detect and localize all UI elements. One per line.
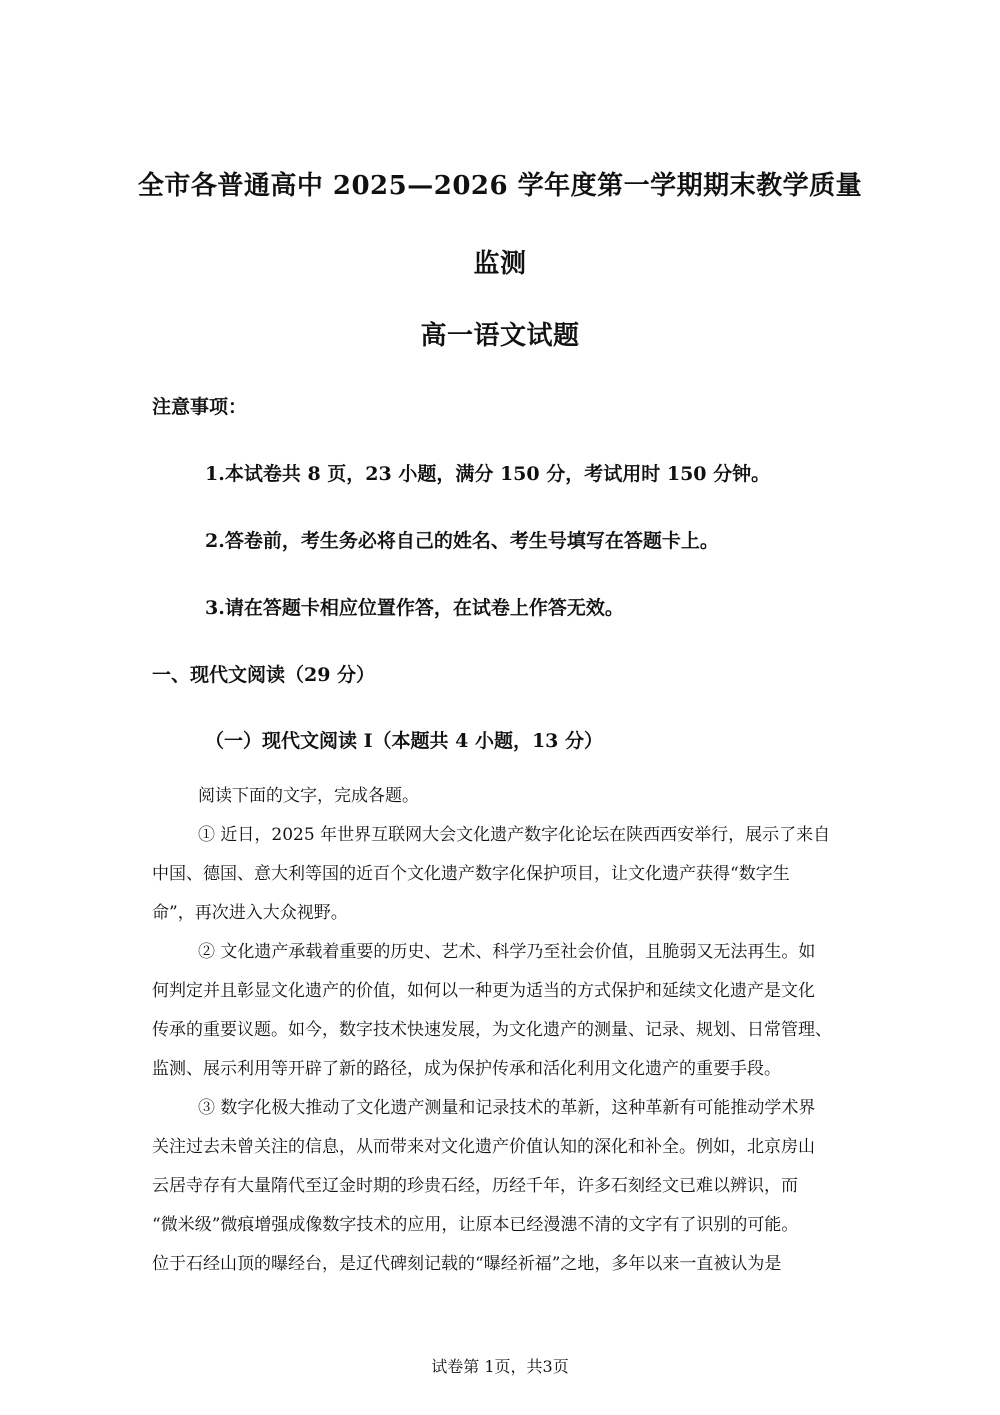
- paragraph-3-line-1: ③ 数字化极大推动了文化遗产测量和记录技术的革新，这种革新有可能推动学术界: [198, 1098, 816, 1118]
- paragraph-2-line-3: 传承的重要议题。如今，数字技术快速发展，为文化遗产的测量、记录、规划、日常管理、: [152, 1020, 832, 1040]
- paragraph-3-line-4: “微米级”微痕增强成像数字技术的应用，让原本已经漫漶不清的文字有了识别的可能。: [152, 1215, 799, 1235]
- page-footer: 试卷第 1页，共3页: [431, 1357, 569, 1376]
- paragraph-1-line-3: 命”，再次进入大众视野。: [152, 903, 348, 923]
- paragraph-1-line-2: 中国、德国、意大利等国的近百个文化遗产数字化保护项目，让文化遗产获得“数字生: [152, 864, 790, 884]
- notice-item-2: 2.答卷前，考生务必将自己的姓名、考生号填写在答题卡上。: [205, 530, 719, 552]
- paragraph-2-line-2: 何判定并且彰显文化遗产的价值，如何以一种更为适当的方式保护和延续文化遗产是文化: [152, 981, 815, 1001]
- section-heading: 一、现代文阅读（29 分）: [152, 664, 376, 686]
- subsection-heading: （一）现代文阅读 I（本题共 4 小题，13 分）: [205, 730, 604, 752]
- reading-instruction: 阅读下面的文字，完成各题。: [198, 786, 419, 806]
- exam-title-line1: 全市各普通高中 2025—2026 学年度第一学期期末教学质量: [137, 171, 863, 201]
- paragraph-3-line-3: 云居寺存有大量隋代至辽金时期的珍贵石经，历经千年，许多石刻经文已难以辨识，而: [152, 1176, 798, 1196]
- notice-item-3: 3.请在答题卡相应位置作答，在试卷上作答无效。: [205, 597, 624, 619]
- paragraph-3-line-5: 位于石经山顶的曝经台，是辽代碑刻记载的“曝经祈福”之地，多年以来一直被认为是: [152, 1254, 782, 1274]
- paragraph-2-line-1: ② 文化遗产承载着重要的历史、艺术、科学乃至社会价值，且脆弱又无法再生。如: [198, 942, 816, 962]
- paragraph-3-line-2: 关注过去未曾关注的信息，从而带来对文化遗产价值认知的深化和补全。例如，北京房山: [152, 1137, 815, 1157]
- paragraph-1-line-1: ① 近日，2025 年世界互联网大会文化遗产数字化论坛在陕西西安举行，展示了来自: [198, 825, 831, 845]
- exam-title-line2: 监测: [473, 249, 527, 279]
- notice-item-1: 1.本试卷共 8 页，23 小题，满分 150 分，考试用时 150 分钟。: [205, 463, 771, 485]
- exam-subject-title: 高一语文试题: [420, 321, 580, 351]
- notice-heading: 注意事项：: [152, 396, 248, 418]
- paragraph-2-line-4: 监测、展示利用等开辟了新的路径，成为保护传承和活化利用文化遗产的重要手段。: [152, 1059, 781, 1079]
